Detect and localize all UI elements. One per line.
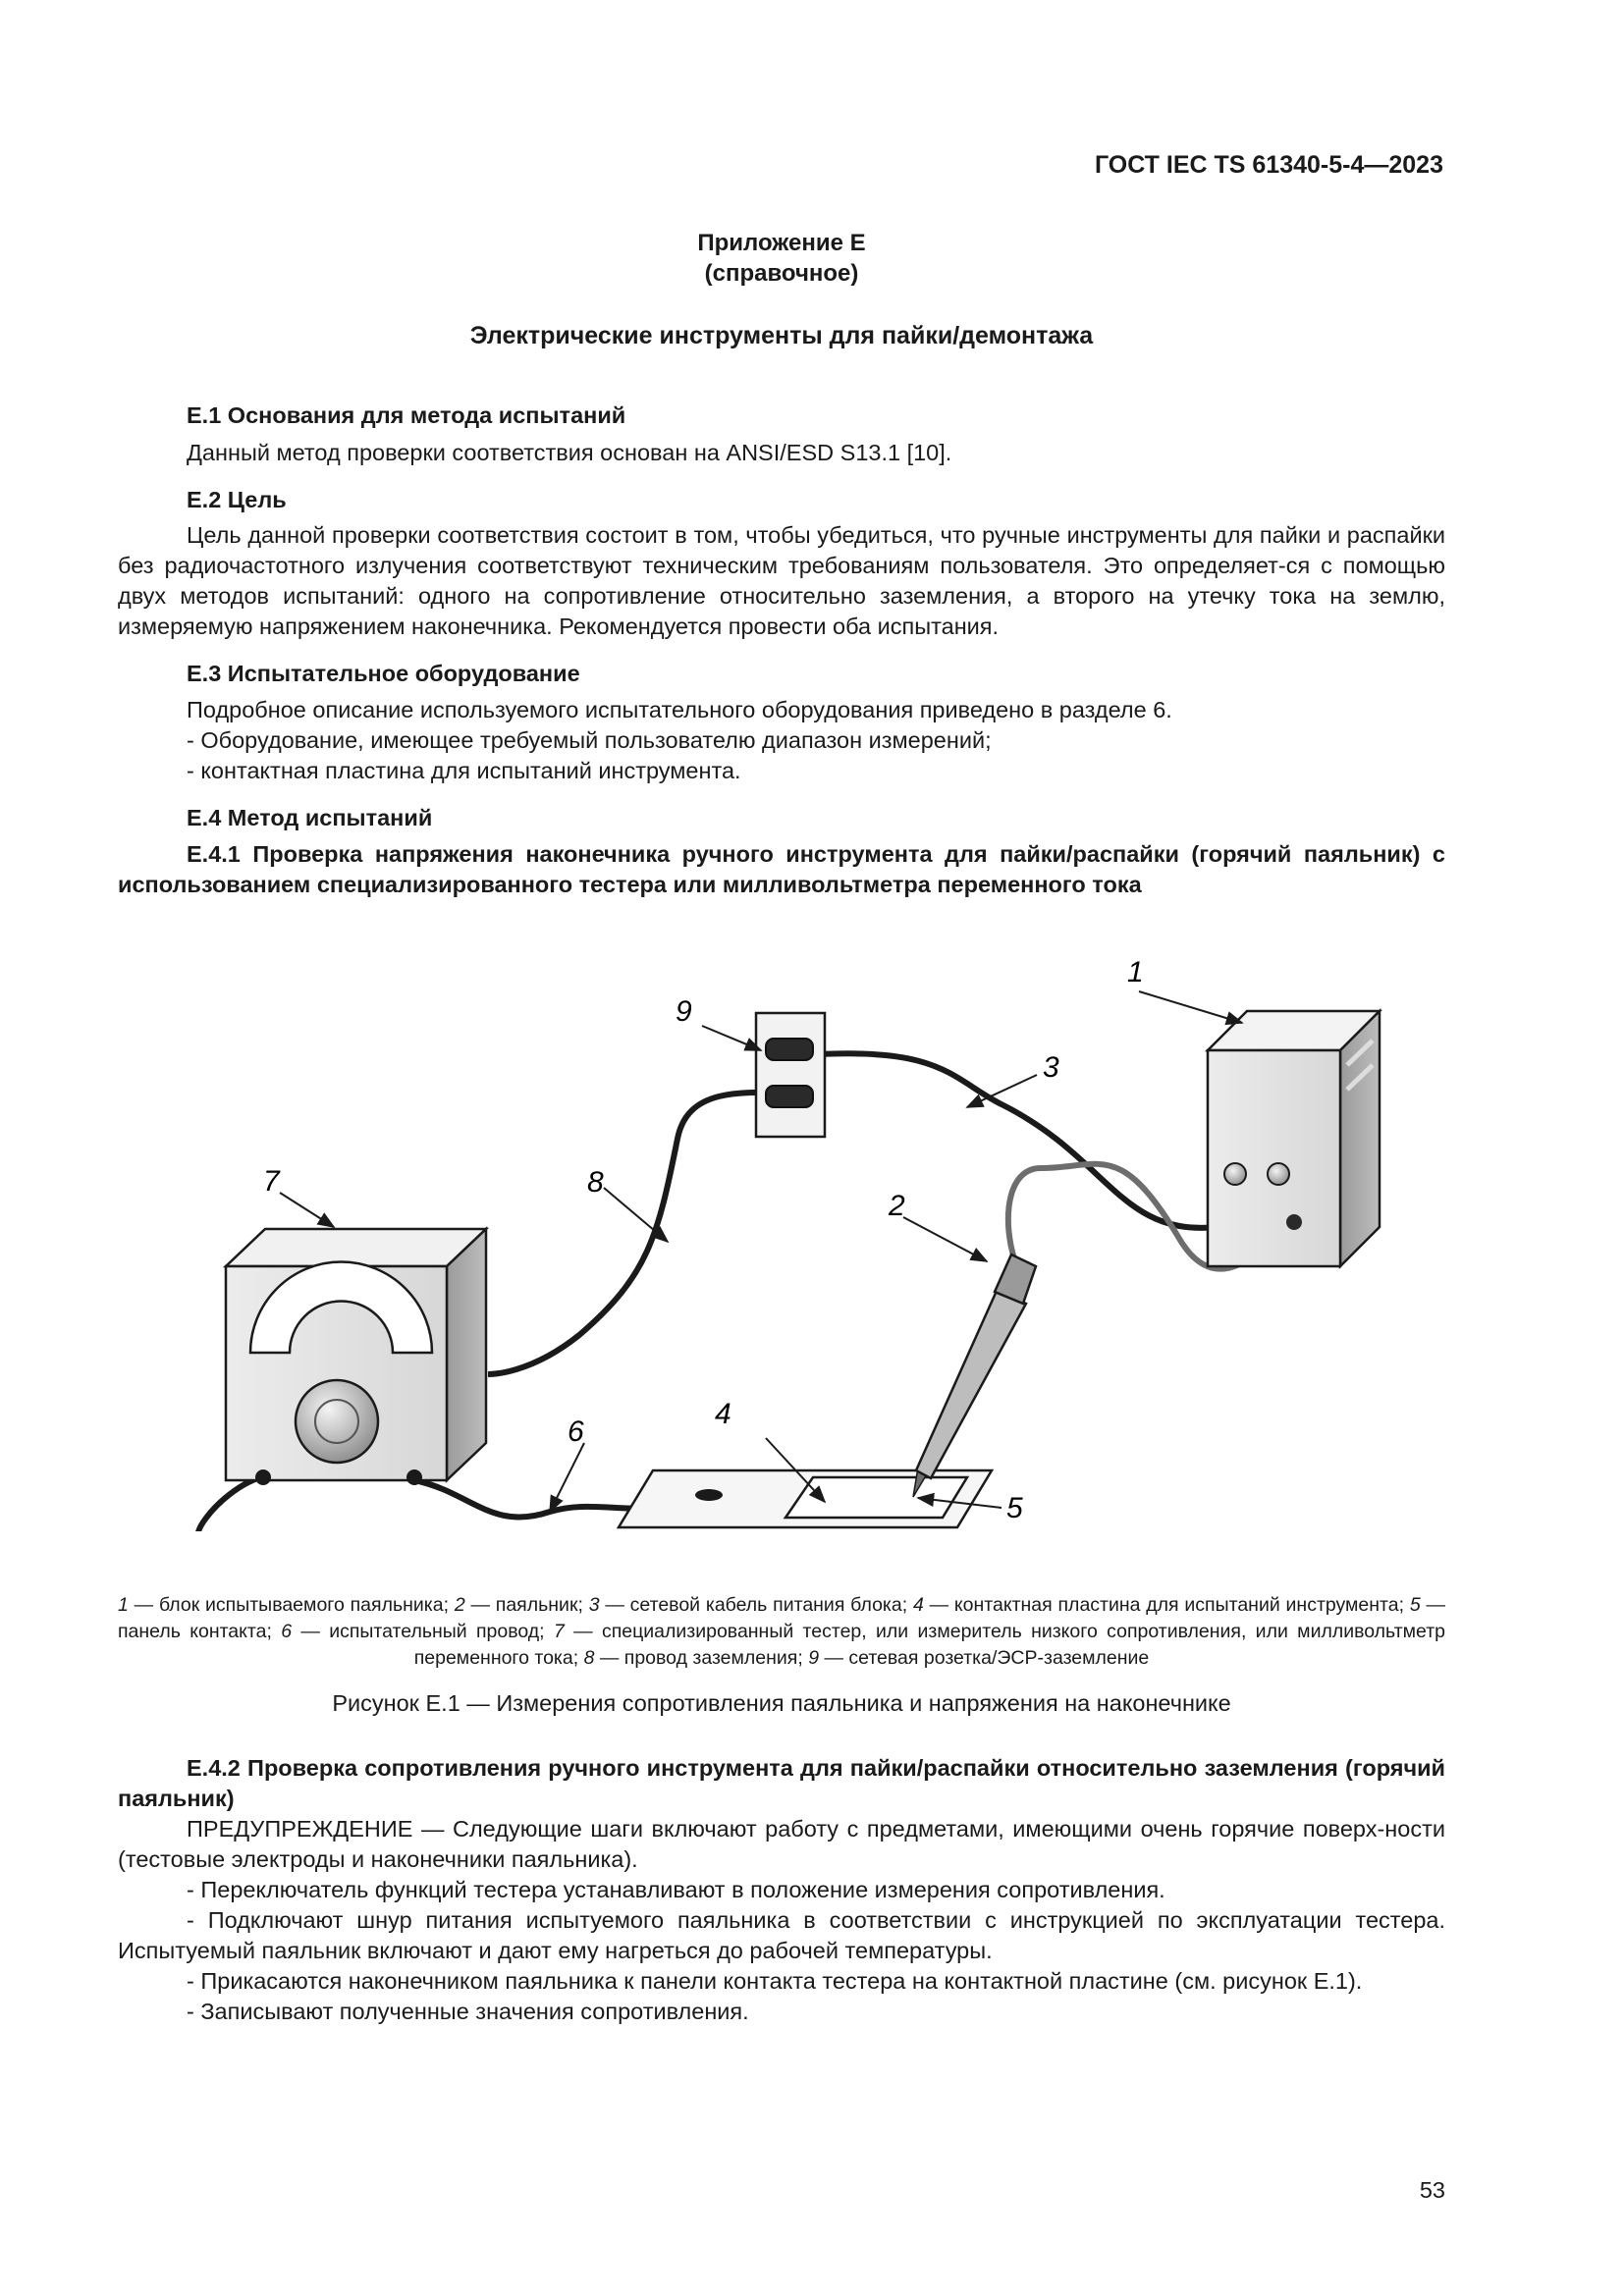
section-e3-item: - Оборудование, имеющее требуемый пользователю диапазон измерений; xyxy=(187,727,992,753)
legend-text: — специализированный тестер, или измеритель низкого сопротивления, или милливольтметр переменного тока; xyxy=(413,1621,1445,1669)
legend-num: 1 xyxy=(118,1594,129,1616)
legend-num: 8 xyxy=(583,1647,595,1669)
section-e1-title: Е.1 Основания для метода испытаний xyxy=(187,402,626,428)
section-e2-title: Е.2 Цель xyxy=(187,487,287,512)
section-e42-step: - Записывают полученные значения сопротивления. xyxy=(187,1999,749,2024)
legend-text: — испытательный провод; xyxy=(292,1621,554,1642)
figure-label-2: 2 xyxy=(889,1190,905,1222)
figure-label-5: 5 xyxy=(1006,1492,1023,1524)
figure-legend xyxy=(118,1592,1445,1672)
figure-label-7: 7 xyxy=(263,1165,280,1198)
section-e41-title: Е.4.1 Проверка напряжения наконечника ручного инструмента для пайки/распайки (горячий паяльник) с использованием специализированного тестера или милливольтметра переменного тока xyxy=(118,841,1445,897)
section-e42-step: - Подключают шнур питания испытуемого паяльника в соответствии с инструкцией по эксплуатации тестера. Испытуемый паяльник включают и дают ему нагреться до рабочей температуры. xyxy=(118,1907,1445,1963)
section-e42-warning: ПРЕДУПРЕЖДЕНИЕ — Следующие шаги включают работу с предметами, имеющими очень горячие поверх-ности (тестовые электроды и наконечники паяльника). xyxy=(118,1816,1445,1872)
figure-label-6: 6 xyxy=(568,1415,584,1448)
section-e3-text: Подробное описание используемого испытательного оборудования приведено в разделе 6. xyxy=(187,697,1172,722)
section-e1-text: Данный метод проверки соответствия основан на ANSI/ESD S13.1 [10]. xyxy=(187,440,952,465)
contact-plate xyxy=(619,1470,992,1527)
legend-text: — панель контакта; xyxy=(118,1594,1445,1642)
legend-num: 2 xyxy=(454,1594,465,1616)
legend-text: — провод заземления; xyxy=(594,1647,809,1669)
figure-label-1: 1 xyxy=(1127,956,1144,988)
tester-lead-left xyxy=(198,1477,260,1531)
legend-text: — контактная пластина для испытаний инструмента; xyxy=(923,1594,1410,1616)
figure-label-8: 8 xyxy=(587,1166,604,1199)
tester xyxy=(226,1229,486,1485)
figure-label-4: 4 xyxy=(715,1398,731,1430)
legend-num: 5 xyxy=(1409,1594,1421,1616)
standard-header: ГОСТ IEC TS 61340-5-4—2023 xyxy=(1094,151,1443,179)
legend-num: 6 xyxy=(281,1621,293,1642)
legend-text: — блок испытываемого паяльника; xyxy=(128,1594,455,1616)
soldering-iron xyxy=(913,1255,1036,1497)
annex-title: Приложение Е xyxy=(697,230,866,256)
annex-heading: Электрические инструменты для пайки/демонтажа xyxy=(469,322,1094,349)
outlet xyxy=(756,1013,825,1137)
annex-type: (справочное) xyxy=(704,260,859,287)
section-e3-item: - контактная пластина для испытаний инструмента. xyxy=(187,758,741,783)
section-e3-title: Е.3 Испытательное оборудование xyxy=(187,661,580,686)
section-e2-text: Цель данной проверки соответствия состоит в том, чтобы убедиться, что ручные инструменты для пайки и распайки без радиочастотного излучения соответствуют техническим требованиям пользователя. Это определяет-ся с помощью двух методов испытаний: одного на сопротивление относительно заземления, а второго на утечку тока на землю, измеряемую напряжением наконечника. Рекомендуется провести оба испытания. xyxy=(118,522,1445,639)
soldering-unit xyxy=(1208,1011,1380,1266)
figure-label-3: 3 xyxy=(1043,1051,1059,1084)
section-e42-step: - Переключатель функций тестера устанавливают в положение измерения сопротивления. xyxy=(187,1877,1165,1902)
figure-e1 xyxy=(137,942,1434,1531)
legend-text: — сетевой кабель питания блока; xyxy=(599,1594,913,1616)
section-e4-title: Е.4 Метод испытаний xyxy=(187,805,433,830)
legend-num: 4 xyxy=(912,1594,924,1616)
legend-num: 9 xyxy=(808,1647,820,1669)
legend-num: 3 xyxy=(588,1594,600,1616)
legend-num: 7 xyxy=(553,1621,565,1642)
legend-text: — сетевая розетка/ЭСР-заземление xyxy=(819,1647,1150,1669)
section-e42-title: Е.4.2 Проверка сопротивления ручного инструмента для пайки/распайки относительно заземления (горячий паяльник) xyxy=(118,1755,1445,1811)
page-number: 53 xyxy=(1419,2177,1445,2203)
figure-caption: Рисунок Е.1 — Измерения сопротивления паяльника и напряжения на наконечнике xyxy=(332,1690,1231,1716)
figure-label-9: 9 xyxy=(676,995,692,1028)
section-e42-step: - Прикасаются наконечником паяльника к панели контакта тестера на контактной пластине (см. рисунок Е.1). xyxy=(187,1968,1363,1994)
legend-text: — паяльник; xyxy=(464,1594,589,1616)
